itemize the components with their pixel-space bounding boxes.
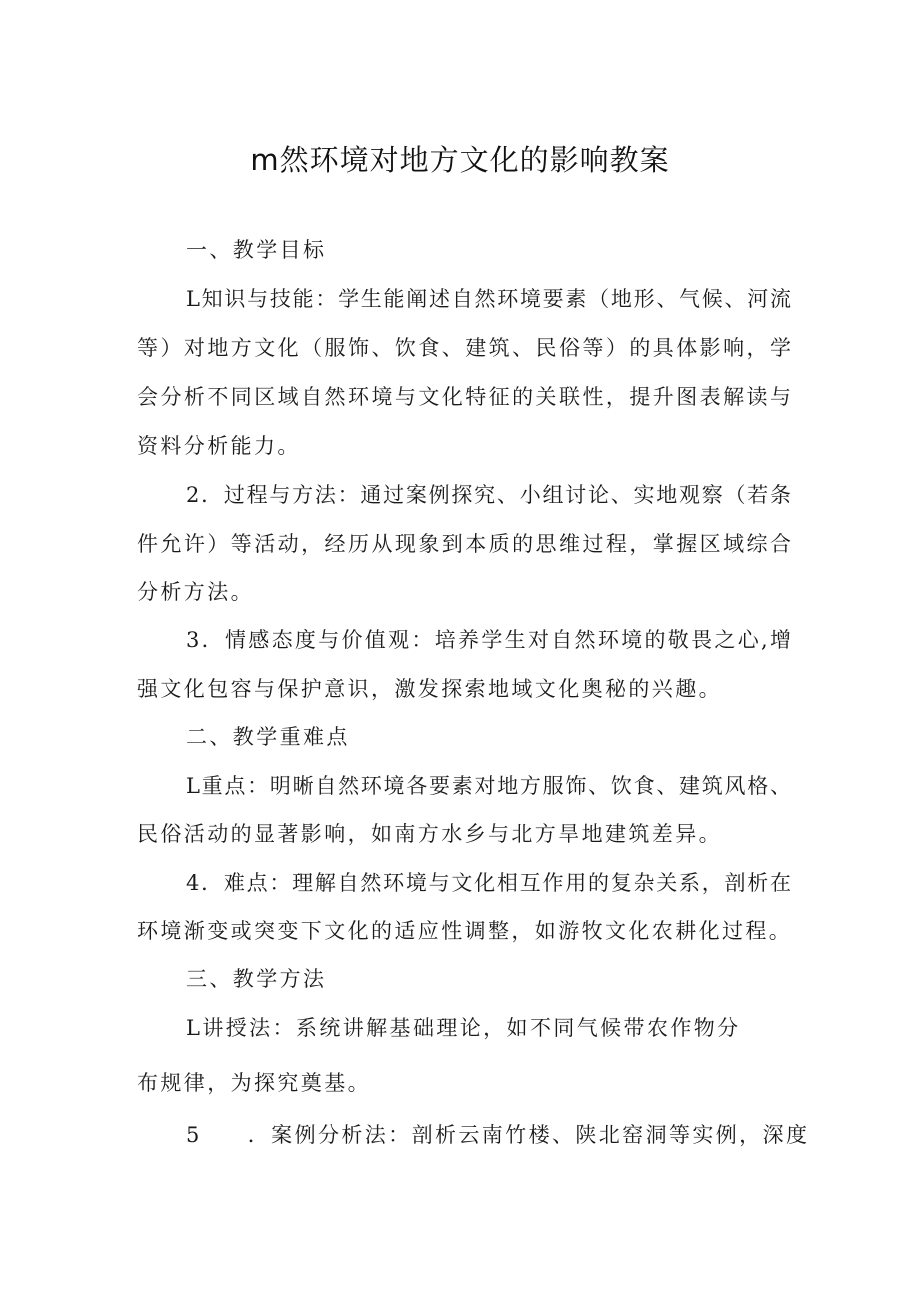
paragraph-line: 资料分析能力。 [137,434,301,458]
list-number: 5 [186,1123,202,1147]
section-heading-teaching-goals: 一、教学目标 [186,238,327,262]
paragraph-line: L讲授法：系统讲解基础理论，如不同气候带农作物分 [186,1016,741,1040]
paragraph-line: 4．难点：理解自然环境与文化相互作用的复杂关系，剖析在 [186,871,791,895]
section-heading-key-points: 二、教学重难点 [186,725,350,749]
paragraph-line: 2．过程与方法：通过案例探究、小组讨论、实地观察（若条 [186,483,791,507]
paragraph-line-numbered [186,1120,809,1150]
paragraph-line: 等）对地方文化（服饰、饮食、建筑、民俗等）的具体影响，学 [137,336,791,360]
paragraph-line: L知识与技能：学生能阐述自然环境要素（地形、气候、河流 [186,287,791,311]
page-title: m然环境对地方文化的影响教案 [250,143,670,177]
paragraph-line: 民俗活动的显著影响，如南方水乡与北方旱地建筑差异。 [137,822,722,846]
paragraph-line: 布规律，为探究奠基。 [137,1071,371,1095]
paragraph-line: 会分析不同区域自然环境与文化特征的关联性，提升图表解读与 [137,385,791,409]
paragraph-line: 强文化包容与保护意识，激发探索地域文化奥秘的兴趣。 [137,677,722,701]
paragraph-text: ．案例分析法：剖析云南竹楼、陕北窑洞等实例，深度 [247,1123,810,1147]
paragraph-line: 分析方法。 [137,580,254,604]
paragraph-line: L重点：明晰自然环境各要素对地方服饰、饮食、建筑风格、 [186,774,791,798]
paragraph-line: 环境渐变或突变下文化的适应性调整，如游牧文化农耕化过程。 [137,919,793,943]
section-heading-teaching-methods: 三、教学方法 [186,967,327,991]
paragraph-line: 3．情感态度与价值观：培养学生对自然环境的敬畏之心,增 [186,628,791,652]
paragraph-line: 件允许）等活动，经历从现象到本质的思维过程，掌握区域综合 [137,532,791,556]
